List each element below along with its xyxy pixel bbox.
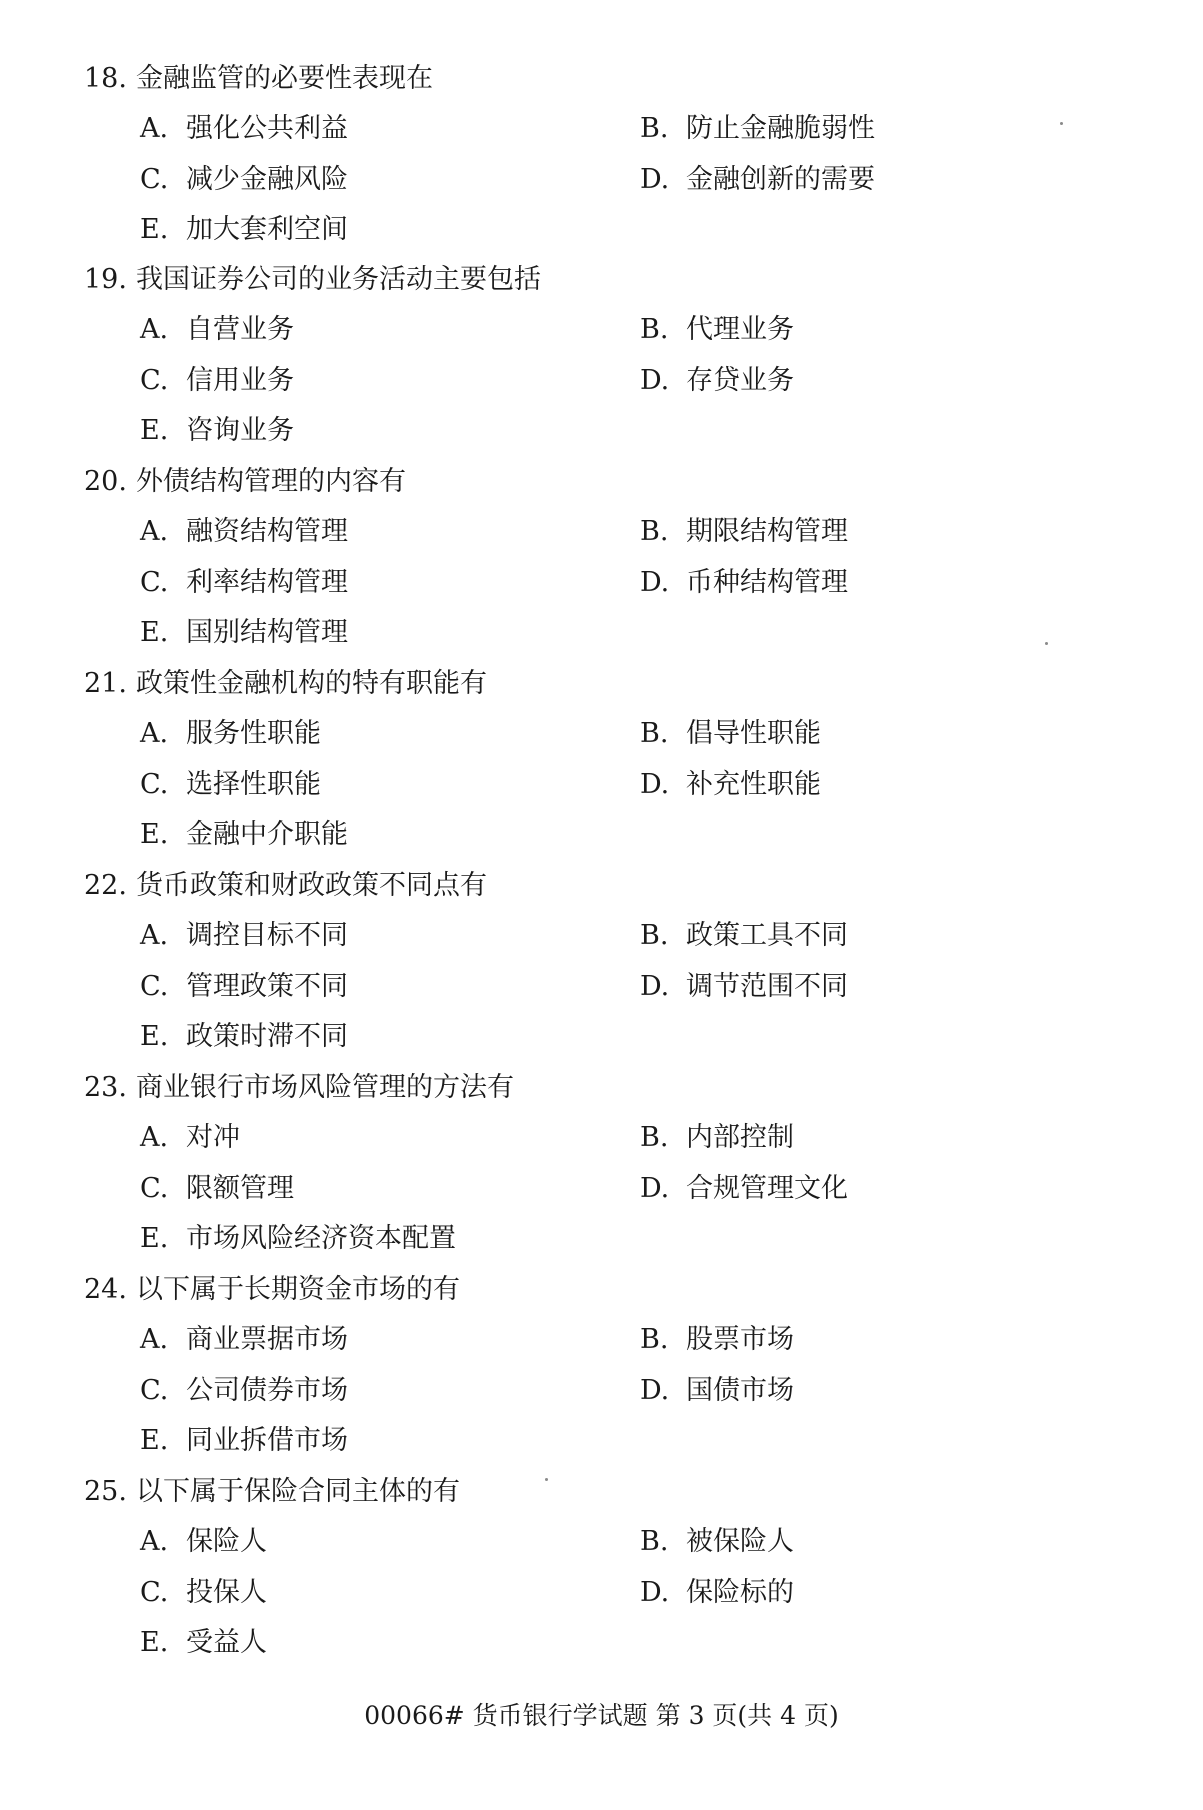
option-d: [640, 163, 875, 197]
option-letter: B.: [640, 113, 669, 144]
option-text: 保险标的: [686, 1577, 794, 1608]
option-e: [140, 1424, 348, 1458]
option-text: 存贷业务: [686, 365, 794, 396]
question-number: 21.: [84, 668, 127, 699]
option-letter: C.: [140, 1375, 169, 1406]
option-letter: D.: [640, 1577, 670, 1608]
option-c: [140, 1576, 267, 1610]
question-stem: [84, 1475, 460, 1509]
option-a: [140, 112, 348, 146]
option-e: [140, 1020, 348, 1054]
option-a: [140, 717, 321, 751]
option-d: [640, 1576, 794, 1610]
option-a: [140, 1525, 267, 1559]
option-d: [640, 364, 794, 398]
scan-speck: [1045, 642, 1048, 645]
option-letter: D.: [640, 769, 670, 800]
option-b: [640, 515, 848, 549]
option-text: 调节范围不同: [686, 971, 848, 1002]
option-letter: B.: [640, 718, 669, 749]
question-text: 以下属于保险合同主体的有: [136, 1476, 460, 1507]
question-text: 政策性金融机构的特有职能有: [136, 668, 487, 699]
option-b: [640, 717, 821, 751]
option-letter: C.: [140, 164, 169, 195]
option-text: 咨询业务: [186, 415, 294, 446]
option-letter: A.: [140, 113, 169, 144]
option-text: 限额管理: [186, 1173, 294, 1204]
option-letter: A.: [140, 1122, 169, 1153]
question-number: 20.: [84, 466, 127, 497]
question-stem: [84, 62, 433, 96]
option-d: [640, 1374, 794, 1408]
option-letter: B.: [640, 1526, 669, 1557]
option-letter: B.: [640, 920, 669, 951]
option-letter: E.: [140, 819, 169, 850]
option-text: 投保人: [186, 1577, 267, 1608]
question-number: 24.: [84, 1274, 127, 1305]
question-text: 商业银行市场风险管理的方法有: [136, 1072, 514, 1103]
question-stem: [84, 1273, 460, 1307]
option-e: [140, 616, 348, 650]
option-text: 减少金融风险: [186, 164, 348, 195]
option-b: [640, 1121, 794, 1155]
option-text: 国债市场: [686, 1375, 794, 1406]
option-letter: A.: [140, 314, 169, 345]
option-text: 利率结构管理: [186, 567, 348, 598]
question-number: 18.: [84, 63, 127, 94]
option-a: [140, 515, 348, 549]
option-c: [140, 163, 348, 197]
question-number: 22.: [84, 870, 127, 901]
option-e: [140, 1222, 456, 1256]
option-letter: D.: [640, 164, 670, 195]
option-letter: C.: [140, 365, 169, 396]
option-letter: D.: [640, 971, 670, 1002]
question-text: 我国证券公司的业务活动主要包括: [136, 264, 541, 295]
option-letter: B.: [640, 1324, 669, 1355]
option-letter: C.: [140, 567, 169, 598]
option-letter: A.: [140, 920, 169, 951]
option-letter: E.: [140, 617, 169, 648]
option-text: 管理政策不同: [186, 971, 348, 1002]
option-text: 商业票据市场: [186, 1324, 348, 1355]
option-d: [640, 970, 848, 1004]
option-c: [140, 1374, 348, 1408]
option-e: [140, 1626, 267, 1660]
option-text: 政策时滞不同: [186, 1021, 348, 1052]
option-e: [140, 818, 348, 852]
option-text: 自营业务: [186, 314, 294, 345]
question-text: 金融监管的必要性表现在: [136, 63, 433, 94]
option-text: 受益人: [186, 1627, 267, 1658]
option-b: [640, 313, 794, 347]
option-text: 代理业务: [686, 314, 794, 345]
option-letter: B.: [640, 516, 669, 547]
option-letter: C.: [140, 769, 169, 800]
option-letter: A.: [140, 1526, 169, 1557]
option-text: 金融创新的需要: [686, 164, 875, 195]
option-letter: D.: [640, 1173, 670, 1204]
question-stem: [84, 869, 487, 903]
option-e: [140, 213, 348, 247]
option-c: [140, 566, 348, 600]
option-letter: A.: [140, 1324, 169, 1355]
option-a: [140, 313, 294, 347]
option-text: 防止金融脆弱性: [686, 113, 875, 144]
option-text: 保险人: [186, 1526, 267, 1557]
option-a: [140, 919, 348, 953]
question-text: 外债结构管理的内容有: [136, 466, 406, 497]
option-b: [640, 919, 848, 953]
option-text: 金融中介职能: [186, 819, 348, 850]
question-number: 25.: [84, 1476, 127, 1507]
option-letter: A.: [140, 516, 169, 547]
option-letter: C.: [140, 971, 169, 1002]
option-c: [140, 768, 321, 802]
option-letter: D.: [640, 567, 670, 598]
option-a: [140, 1121, 240, 1155]
option-text: 市场风险经济资本配置: [186, 1223, 456, 1254]
option-b: [640, 1323, 794, 1357]
option-text: 股票市场: [686, 1324, 794, 1355]
option-e: [140, 414, 294, 448]
option-text: 对冲: [186, 1122, 240, 1153]
option-d: [640, 768, 821, 802]
option-letter: E.: [140, 1223, 169, 1254]
option-letter: E.: [140, 415, 169, 446]
option-letter: E.: [140, 1425, 169, 1456]
option-letter: D.: [640, 1375, 670, 1406]
question-text: 以下属于长期资金市场的有: [136, 1274, 460, 1305]
option-letter: D.: [640, 365, 670, 396]
option-b: [640, 112, 875, 146]
option-letter: C.: [140, 1173, 169, 1204]
option-letter: E.: [140, 1627, 169, 1658]
option-text: 融资结构管理: [186, 516, 348, 547]
option-text: 倡导性职能: [686, 718, 821, 749]
option-text: 内部控制: [686, 1122, 794, 1153]
option-text: 强化公共利益: [186, 113, 348, 144]
option-d: [640, 566, 848, 600]
option-text: 被保险人: [686, 1526, 794, 1557]
option-letter: E.: [140, 214, 169, 245]
question-stem: [84, 263, 541, 297]
question-number: 23.: [84, 1072, 127, 1103]
option-text: 信用业务: [186, 365, 294, 396]
option-text: 合规管理文化: [686, 1173, 848, 1204]
option-letter: B.: [640, 314, 669, 345]
page-footer: 00066# 货币银行学试题 第 3 页(共 4 页): [364, 1701, 839, 1730]
option-text: 补充性职能: [686, 769, 821, 800]
option-text: 同业拆借市场: [186, 1425, 348, 1456]
question-number: 19.: [84, 264, 127, 295]
option-text: 期限结构管理: [686, 516, 848, 547]
option-d: [640, 1172, 848, 1206]
option-text: 公司债券市场: [186, 1375, 348, 1406]
option-text: 选择性职能: [186, 769, 321, 800]
option-text: 币种结构管理: [686, 567, 848, 598]
option-letter: A.: [140, 718, 169, 749]
question-stem: [84, 667, 487, 701]
option-c: [140, 970, 348, 1004]
question-stem: [84, 1071, 514, 1105]
scan-speck: [545, 1478, 548, 1481]
question-stem: [84, 465, 406, 499]
option-letter: C.: [140, 1577, 169, 1608]
question-text: 货币政策和财政政策不同点有: [136, 870, 487, 901]
option-text: 加大套利空间: [186, 214, 348, 245]
option-c: [140, 364, 294, 398]
option-text: 调控目标不同: [186, 920, 348, 951]
option-c: [140, 1172, 294, 1206]
option-b: [640, 1525, 794, 1559]
option-letter: B.: [640, 1122, 669, 1153]
scan-speck: [1060, 122, 1063, 125]
option-text: 政策工具不同: [686, 920, 848, 951]
option-text: 国别结构管理: [186, 617, 348, 648]
option-a: [140, 1323, 348, 1357]
option-letter: E.: [140, 1021, 169, 1052]
option-text: 服务性职能: [186, 718, 321, 749]
